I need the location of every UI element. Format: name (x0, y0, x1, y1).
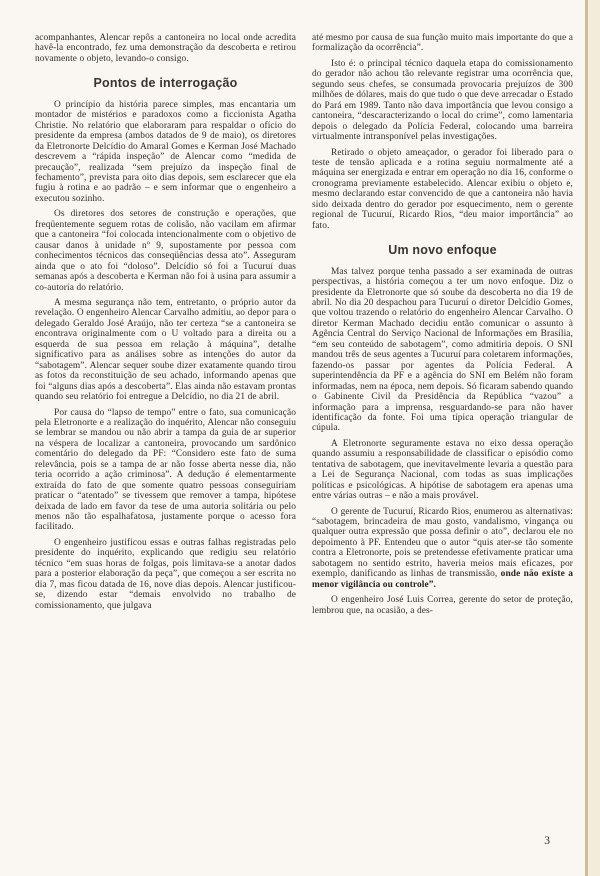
paragraph: Isto é: o principal técnico daquela etapa do comissionamento do gerador não achou tão relevante registrar uma ocorrência que, segundo seus chefes, se consumada provocaria prejuízos de 300 milhões de dólares, mais do que tudo o que deve arrecadar o Estado do Pará em 1989. Tanto não dava importância que levou consigo a cantoneira, “descaracterizando o local do crime”, como lamentaria depois o delegado da Polícia Federal, colocando uma barreira virtualmente intransponível pelas investigações. (312, 58, 573, 143)
section-heading-um-novo-enfoque: Um novo enfoque (388, 243, 497, 258)
paragraph: acompanhantes, Alencar repôs a cantoneira no local onde acredita havê-la encontrado, fez uma demonstração da descoberta e retirou novamente o objeto, levando-o consigo. (35, 33, 296, 64)
paragraph-text: O gerente de Tucuruí, Ricardo Rios, enumerou as alternativas: “sabotagem, brincadeira de mau gosto, vandalismo, vingança ou qualquer outra expressão que possa definir o ato”, declarou ele no depoimento à PF. Entendeu que o autor “quis ater-se tão somente contra a Eletronorte, pois se pretendesse efetivamente praticar uma sabotagem no sentido estrito, haveria meios mais eficazes, por exemplo, danificando as linhas de transmissão, (312, 506, 573, 580)
left-column (35, 33, 296, 616)
paragraph: O princípio da história parece simples, mas encantaria um montador de mistérios e paradoxos como a ficcionista Agatha Christie. No relatório que elaboraram para respaldar o ofício do presidente da empresa (ambos datados de 9 de maio), os diretores da Eletronorte Delcídio do Amaral Gomes e Kerman José Machado descrevem a “rápida inspeção” de Alencar como “medida de precaução”, realizada “sem prejuízo da inspeção final de fechamento”, prevista para oito dias depois, sem esclarecer que ela fugiu à rotina e ao padrão – e sem informar que o engenheiro a executou sozinho. (35, 99, 296, 204)
paragraph: A Eletronorte seguramente estava no eixo dessa operação quando assumiu a responsabilidade de classificar o episódio como tentativa de sabotagem, que inevitavelmente levaria a questão para a Lei de Segurança Nacional, com todas as suas implicações políticas e psicológicas. A hipótise de sabotagem era apenas uma entre várias outras – e não a mais provável. (312, 438, 573, 502)
paragraph: O engenheiro justificou essas e outras falhas registradas pelo presidente do inquérito, explicando que redigiu seu relatório técnico “em suas horas de folgas, pois limitava-se a anotar dados para a posterior elaboração da peça”, que começou a ser escrita no dia 7, mas ficou datada de 16, nove dias depois. Alencar justificou-se, dizendo estar “demais envolvido no trabalho de comissionamento, que julgava (35, 537, 296, 611)
paragraph (312, 507, 573, 591)
right-column (312, 33, 573, 621)
paragraph: Retirado o objeto ameaçador, o gerador foi liberado para o teste de tensão aplicada e a rotina seguiu normalmente até a máquina ser energizada e entrar em operação no dia 16, conforme o cronograma previamente estabelecido. Alencar exibiu o objeto e, mesmo declarando estar convencido de que a cantoneira não havia sido deixada dentro do gerador por esquecimento, nem o gerente regional de Tucuruí, Ricardo Rios, “deu maior importância” ao fato. (312, 147, 573, 231)
paragraph: A mesma segurança não tem, entretanto, o próprio autor da revelação. O engenheiro Alencar Carvalho admitiu, ao depor para o delegado Geraldo José Araújo, não ter certeza “se a cantoneira se encontrava originalmente com o U voltado para a direita ou a esquerda de sua pessoa em relação à máquina”, detalhe significativo para as análises sobre as intenções do autor da “sabotagem”. Alencar sequer soube dizer exatamente quando tirou as fotos da reconstituição de seu achado, informando apenas que foi “alguns dias após a descoberta”. Elas ainda não estavam prontas quando seu relatório foi entregue a Delcídio, no dia 21 de abril. (35, 297, 296, 403)
section-heading-pontos-de-interrogacao: Pontos de interrogação (93, 76, 238, 91)
page-number: 3 (544, 835, 550, 847)
paragraph: Por causa do “lapso de tempo” entre o fato, sua comunicação pela Eletronorte e a realização do inquérito, Alencar não conseguiu se lembrar se mandou ou não abrir a tampa da guia de ar superior na véspera de localizar a cantoneira, provocando um sardônico comentário do delegado da PF: “Considero este fato de suma relevância, pois se a tampa de ar não fosse aberta nesse dia, não teria ocorrido a ação criminosa”. A dedução é elementarmente extraída do fato de que somente quatro pessoas conseguiriam praticar o “atentado” se tivessem que remover a tampa, hipótese deixada de lado em favor da tese de uma autoria solitária ou pelo menos não tão espalhafatosa, justamente porque o acesso fora facilitado. (35, 407, 296, 533)
scan-page-edge-strip (588, 0, 600, 876)
bold-emphasis-text: onde não existe a menor vigilância ou controle”. (312, 569, 573, 590)
paragraph: até mesmo por causa de sua função muito mais importante do que a formalização da ocorrência”. (312, 33, 573, 54)
paragraph: Os diretores dos setores de construção e operações, que freqüentemente seguem rotas de colisão, não vacilam em afirmar que a cantoneira “foi colocada intencionalmente com o objetivo de causar danos à unidade nº 9, supostamente por pessoa com conhecimentos técnicos das conseqüências dessa ato”. Asseguram ainda que o ato foi “doloso”. Delcídio só foi a Tucuruí duas semanas após a descoberta e Kerman não foi à usina para assumir a co-autoria do relatório. (35, 209, 296, 293)
paragraph: Mas talvez porque tenha passado a ser examinada de outras perspectivas, a história começou a ter um novo enfoque. Diz o presidente da Eletronorte que só soube da descoberta no dia 19 de abril. No dia 20 despachou para Tucuruí o diretor Delcídio Gomes, que voltou trazendo o relatório do engenheiro Alencar Carvalho. O diretor Kerman Machado decidiu então comunicar o assunto à Agência Central do Serviço Nacional de Informações em Brasília, “em seu conteúdo de sabotagem”, como admitiria depois. O SNI mandou três de seus agentes a Tucuruí para coletarem informações, fazendo-os passar por agentes da Polícia Federal. A superintendência da PF e a agência do SNI em Belém não foram informadas, nem na época, nem depois. Só ficaram sabendo quando o Gabinente Civil da Presidência da República “vazou” a informação para a imprensa, resguardando-se para não haver identificação da fonte. Foi uma típica operação triangular de cúpula. (312, 266, 573, 434)
paragraph: O engenheiro José Luis Correa, gerente do setor de proteção, lembrou que, na ocasião, a des- (312, 595, 573, 616)
